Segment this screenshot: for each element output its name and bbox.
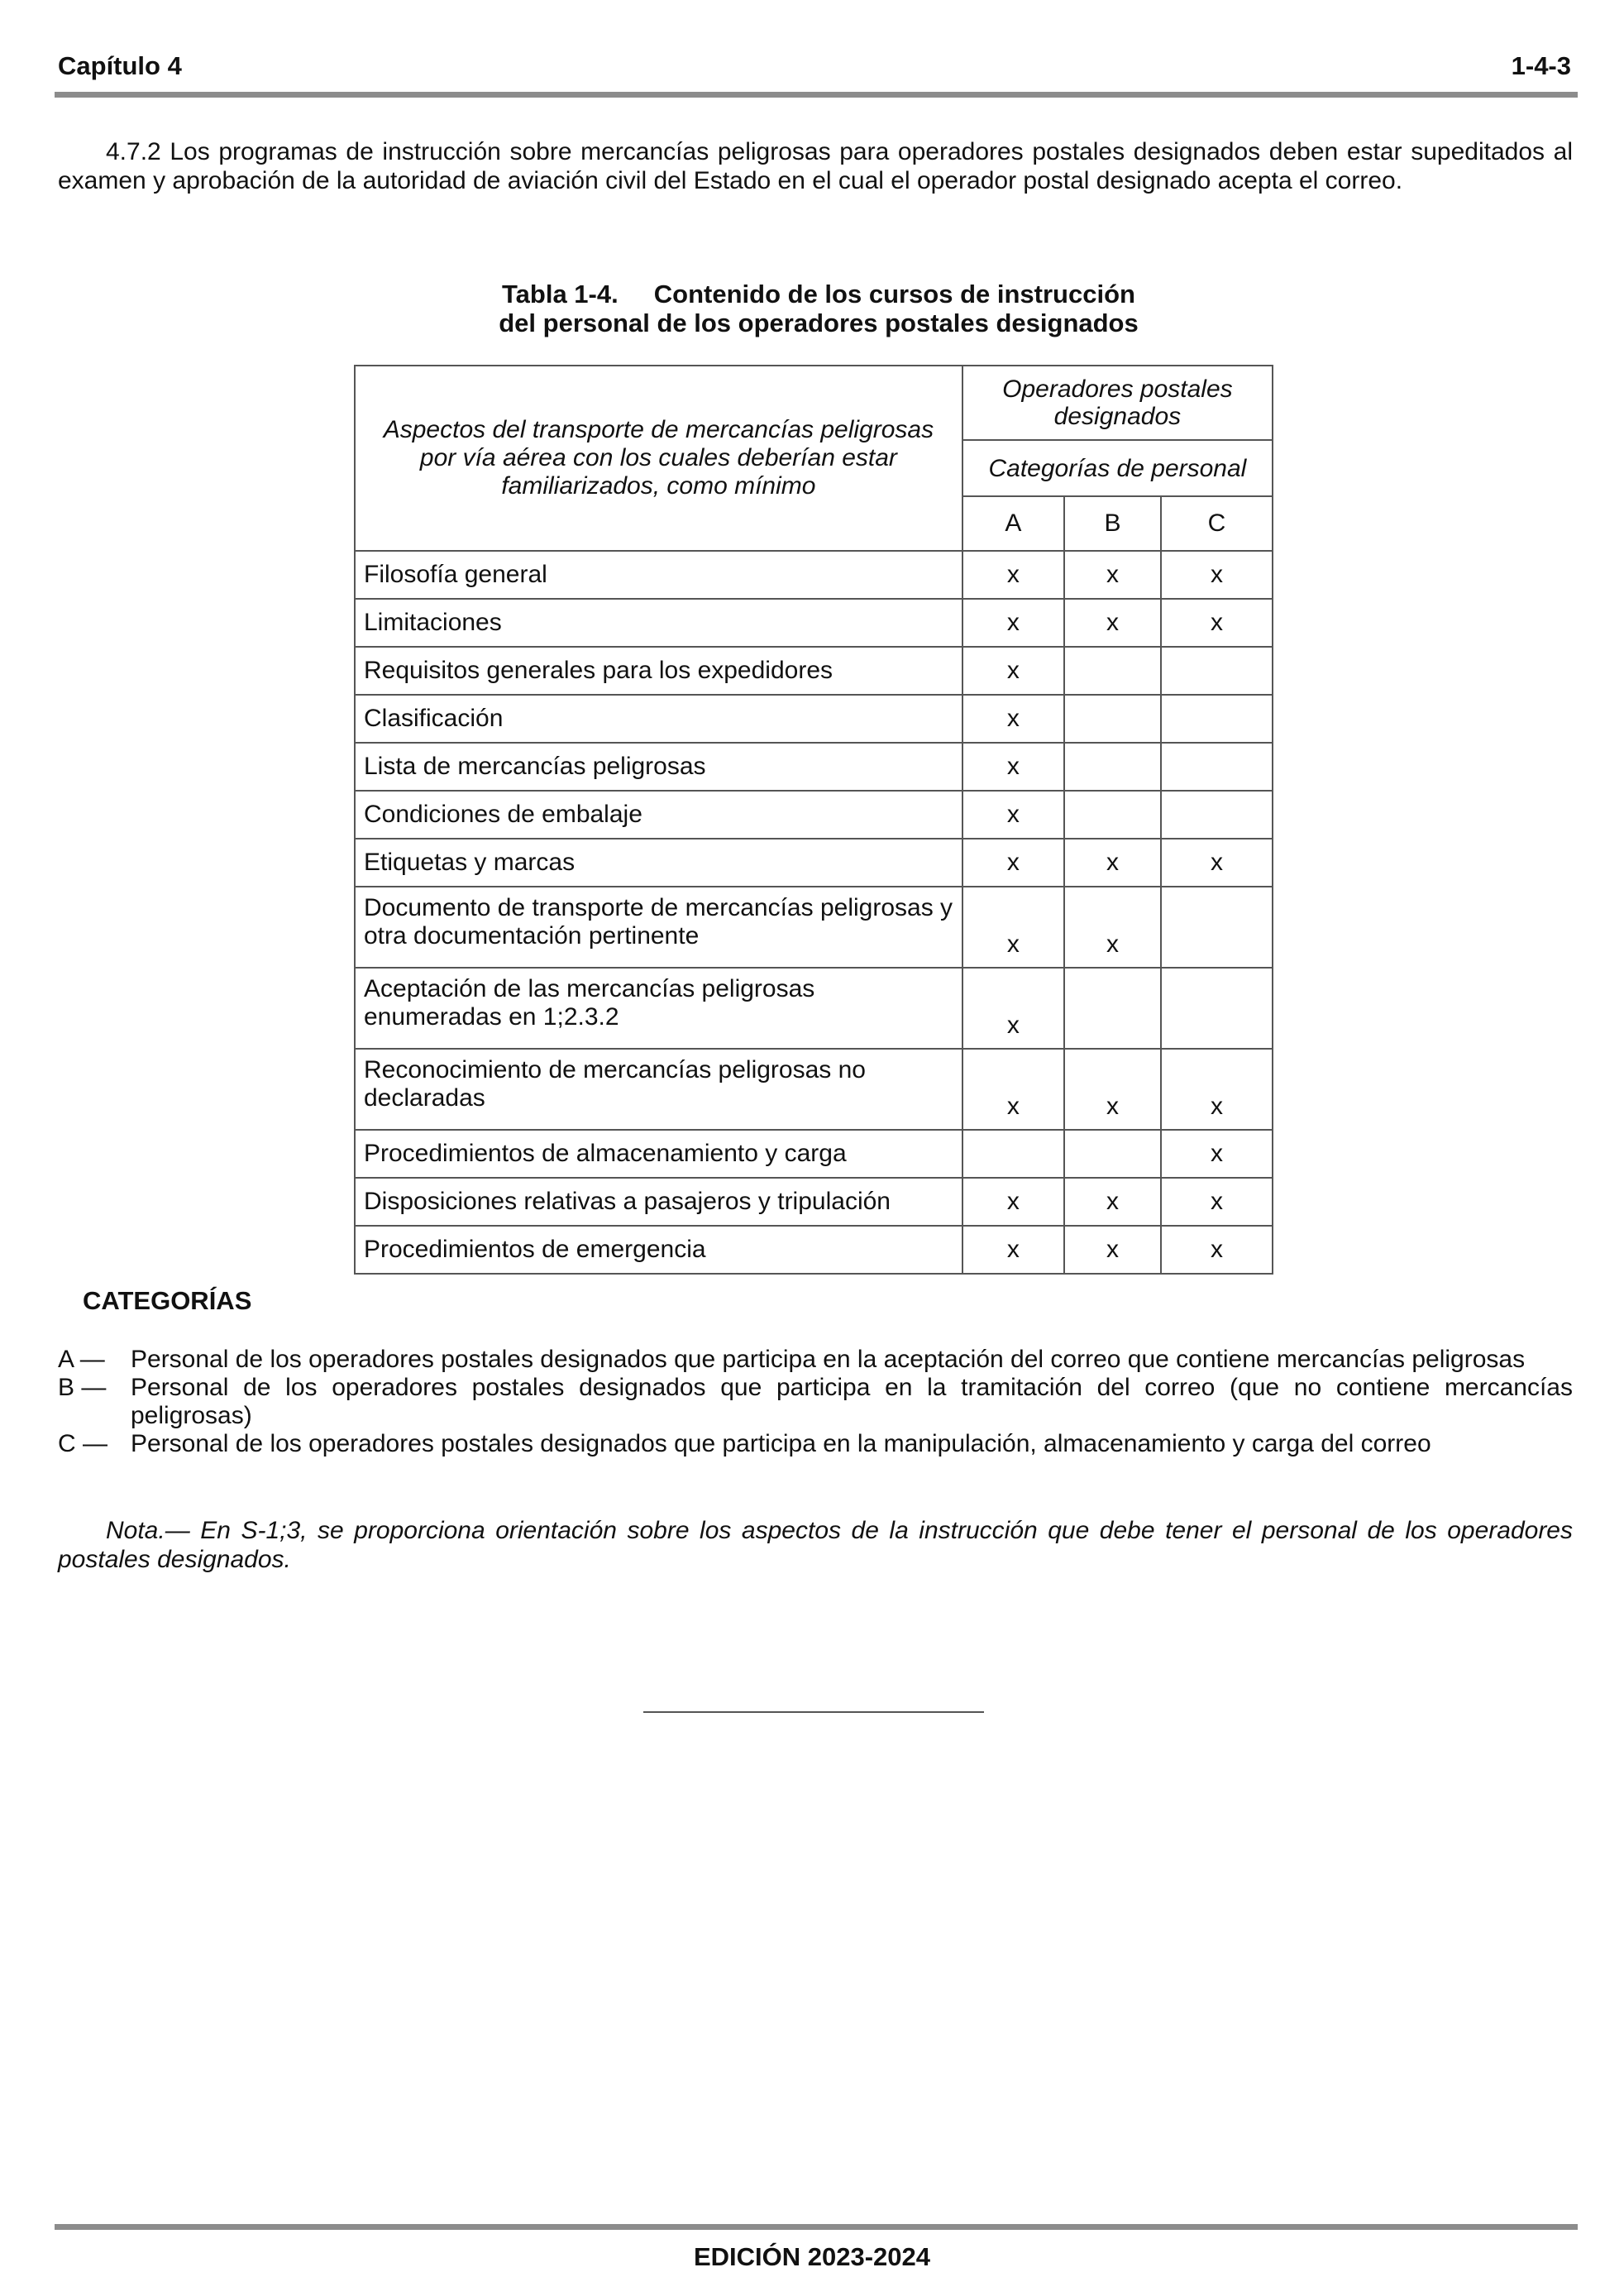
table-row	[355, 1130, 1273, 1178]
table-row	[355, 551, 1273, 599]
mark-c	[1161, 968, 1273, 1049]
table-row	[355, 839, 1273, 887]
mark-b: x	[1064, 599, 1161, 647]
table-row	[355, 743, 1273, 791]
mark-b	[1064, 695, 1161, 743]
mark-a: x	[962, 551, 1064, 599]
mark-a: x	[962, 1049, 1064, 1130]
column-header-c: C	[1161, 496, 1273, 551]
mark-a: x	[962, 599, 1064, 647]
mark-a: x	[962, 791, 1064, 839]
category-letter: C —	[58, 1430, 107, 1457]
row-aspect: Lista de mercancías peligrosas	[355, 743, 962, 791]
column-header-b: B	[1064, 496, 1161, 551]
mark-b	[1064, 791, 1161, 839]
mark-c	[1161, 695, 1273, 743]
aspects-column-header: Aspectos del transporte de mercancías peligrosas por vía aérea con los cuales deberían estar familiarizados, como mínimo	[355, 366, 962, 551]
mark-a: x	[962, 887, 1064, 968]
mark-b: x	[1064, 1226, 1161, 1274]
mark-a: x	[962, 1226, 1064, 1274]
categories-list	[58, 1346, 1573, 1458]
mark-b	[1064, 968, 1161, 1049]
row-aspect: Clasificación	[355, 695, 962, 743]
category-description: Personal de los operadores postales designados que participa en la manipulación, almacenamiento y carga del correo	[131, 1430, 1431, 1457]
row-aspect: Documento de transporte de mercancías peligrosas y otra documentación pertinente	[355, 887, 962, 968]
mark-b: x	[1064, 551, 1161, 599]
mark-b: x	[1064, 887, 1161, 968]
footer-rule	[55, 2224, 1578, 2230]
mark-b	[1064, 743, 1161, 791]
column-header-a: A	[962, 496, 1064, 551]
table-row	[355, 968, 1273, 1049]
category-item-a	[58, 1346, 1573, 1374]
mark-a: x	[962, 695, 1064, 743]
mark-c	[1161, 743, 1273, 791]
category-description: Personal de los operadores postales designados que participa en la aceptación del correo que contiene mercancías peligrosas	[131, 1346, 1526, 1373]
mark-b	[1064, 647, 1161, 695]
table-title	[364, 280, 1273, 337]
header-rule	[55, 92, 1578, 98]
category-letter: B —	[58, 1374, 107, 1401]
table-row	[355, 647, 1273, 695]
mark-c: x	[1161, 551, 1273, 599]
mark-a: x	[962, 743, 1064, 791]
mark-a: x	[962, 1178, 1064, 1226]
mark-c: x	[1161, 1130, 1273, 1178]
table-row	[355, 695, 1273, 743]
mark-c: x	[1161, 1178, 1273, 1226]
mark-a: x	[962, 968, 1064, 1049]
row-aspect: Procedimientos de almacenamiento y carga	[355, 1130, 962, 1178]
mark-c: x	[1161, 599, 1273, 647]
table-row	[355, 1226, 1273, 1274]
table-title-line-2: del personal de los operadores postales designados	[499, 309, 1139, 337]
categories-header: Categorías de personal	[962, 440, 1273, 496]
mark-a	[962, 1130, 1064, 1178]
category-description: Personal de los operadores postales designados que participa en la tramitación del correo (que no contiene mercancías peligrosas)	[131, 1374, 1573, 1429]
row-aspect: Etiquetas y marcas	[355, 839, 962, 887]
note-paragraph: Nota.— En S-1;3, se proporciona orientación sobre los aspectos de la instrucción que debe tener el personal de los operadores postales designados.	[58, 1517, 1573, 1573]
table-row	[355, 791, 1273, 839]
table-row	[355, 1178, 1273, 1226]
row-aspect: Procedimientos de emergencia	[355, 1226, 962, 1274]
table-row	[355, 599, 1273, 647]
mark-c	[1161, 791, 1273, 839]
row-aspect: Aceptación de las mercancías peligrosas enumeradas en 1;2.3.2	[355, 968, 962, 1049]
mark-b	[1064, 1130, 1161, 1178]
table-row	[355, 1049, 1273, 1130]
mark-b: x	[1064, 1049, 1161, 1130]
categories-heading: CATEGORÍAS	[83, 1286, 252, 1315]
mark-b: x	[1064, 1178, 1161, 1226]
row-aspect: Reconocimiento de mercancías peligrosas no declaradas	[355, 1049, 962, 1130]
mark-c	[1161, 647, 1273, 695]
category-item-c	[58, 1430, 1573, 1458]
mark-c: x	[1161, 1226, 1273, 1274]
page-number: 1-4-3	[1511, 51, 1571, 80]
mark-a: x	[962, 647, 1064, 695]
table-title-line-1: Tabla 1-4. Contenido de los cursos de instrucción	[502, 280, 1135, 309]
row-aspect: Condiciones de embalaje	[355, 791, 962, 839]
row-aspect: Limitaciones	[355, 599, 962, 647]
row-aspect: Disposiciones relativas a pasajeros y tripulación	[355, 1178, 962, 1226]
mark-b: x	[1064, 839, 1161, 887]
mark-c	[1161, 887, 1273, 968]
chapter-label: Capítulo 4	[58, 51, 182, 80]
row-aspect: Filosofía general	[355, 551, 962, 599]
mark-a: x	[962, 839, 1064, 887]
row-aspect: Requisitos generales para los expedidores	[355, 647, 962, 695]
section-end-rule	[643, 1711, 984, 1713]
mark-c: x	[1161, 1049, 1273, 1130]
training-content-table	[354, 365, 1273, 1275]
table-row	[355, 887, 1273, 968]
mark-c: x	[1161, 839, 1273, 887]
operators-header: Operadores postales designados	[962, 366, 1273, 440]
page-header	[58, 50, 1571, 83]
edition-footer: EDICIÓN 2023-2024	[693, 2242, 931, 2271]
category-letter: A —	[58, 1346, 105, 1373]
category-item-b	[58, 1374, 1573, 1430]
intro-paragraph: 4.7.2 Los programas de instrucción sobre mercancías peligrosas para operadores postales designados deben estar supeditados al examen y aprobación de la autoridad de aviación civil del Estado en el cual el operador postal designado acepta el correo.	[58, 138, 1573, 194]
